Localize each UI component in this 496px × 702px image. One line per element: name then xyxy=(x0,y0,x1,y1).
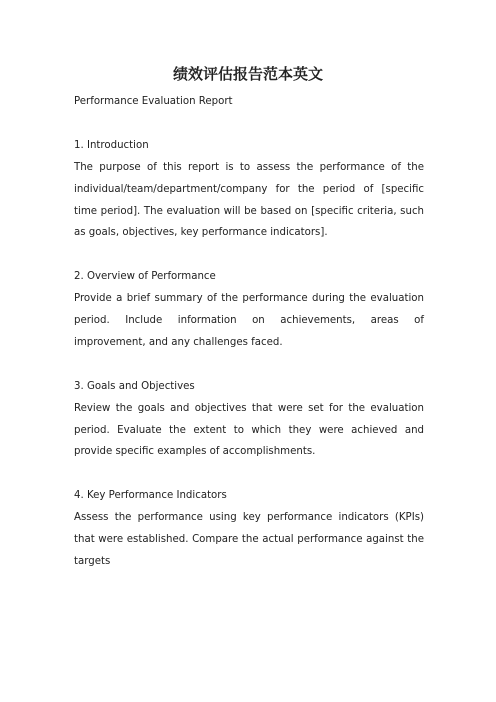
spacer xyxy=(74,354,424,376)
section-heading: 4. Key Performance Indicators xyxy=(74,490,227,502)
section-heading: 1. Introduction xyxy=(74,139,149,151)
section-heading: 3. Goals and Objectives xyxy=(74,380,195,392)
spacer xyxy=(74,463,424,485)
document-title: 绩效评估报告范本英文 xyxy=(172,65,323,83)
spacer xyxy=(74,244,424,266)
section-text: Assess the performance using key performance indicators (KPIs) that were established. Compare the actual performance against the targets xyxy=(74,512,424,567)
spacer xyxy=(74,113,424,135)
section-heading: 2. Overview of Performance xyxy=(74,271,216,283)
document-body xyxy=(74,91,424,573)
section-text: Review the goals and objectives that were set for the evaluation period. Evaluate the extent to which they were achieved and provide specific examples of accomplishments. xyxy=(74,402,424,458)
section-text: Provide a brief summary of the performance during the evaluation period. Include information on achievements, areas of improvement, and any challenges faced. xyxy=(74,293,424,348)
report-subtitle: Performance Evaluation Report xyxy=(74,96,233,107)
section-text: The purpose of this report is to assess the performance of the individual/team/department/company for the period of [specific time period]. The evaluation will be based on [specific criteria, such as goals, objectives, key performance indicators]. xyxy=(74,161,424,239)
